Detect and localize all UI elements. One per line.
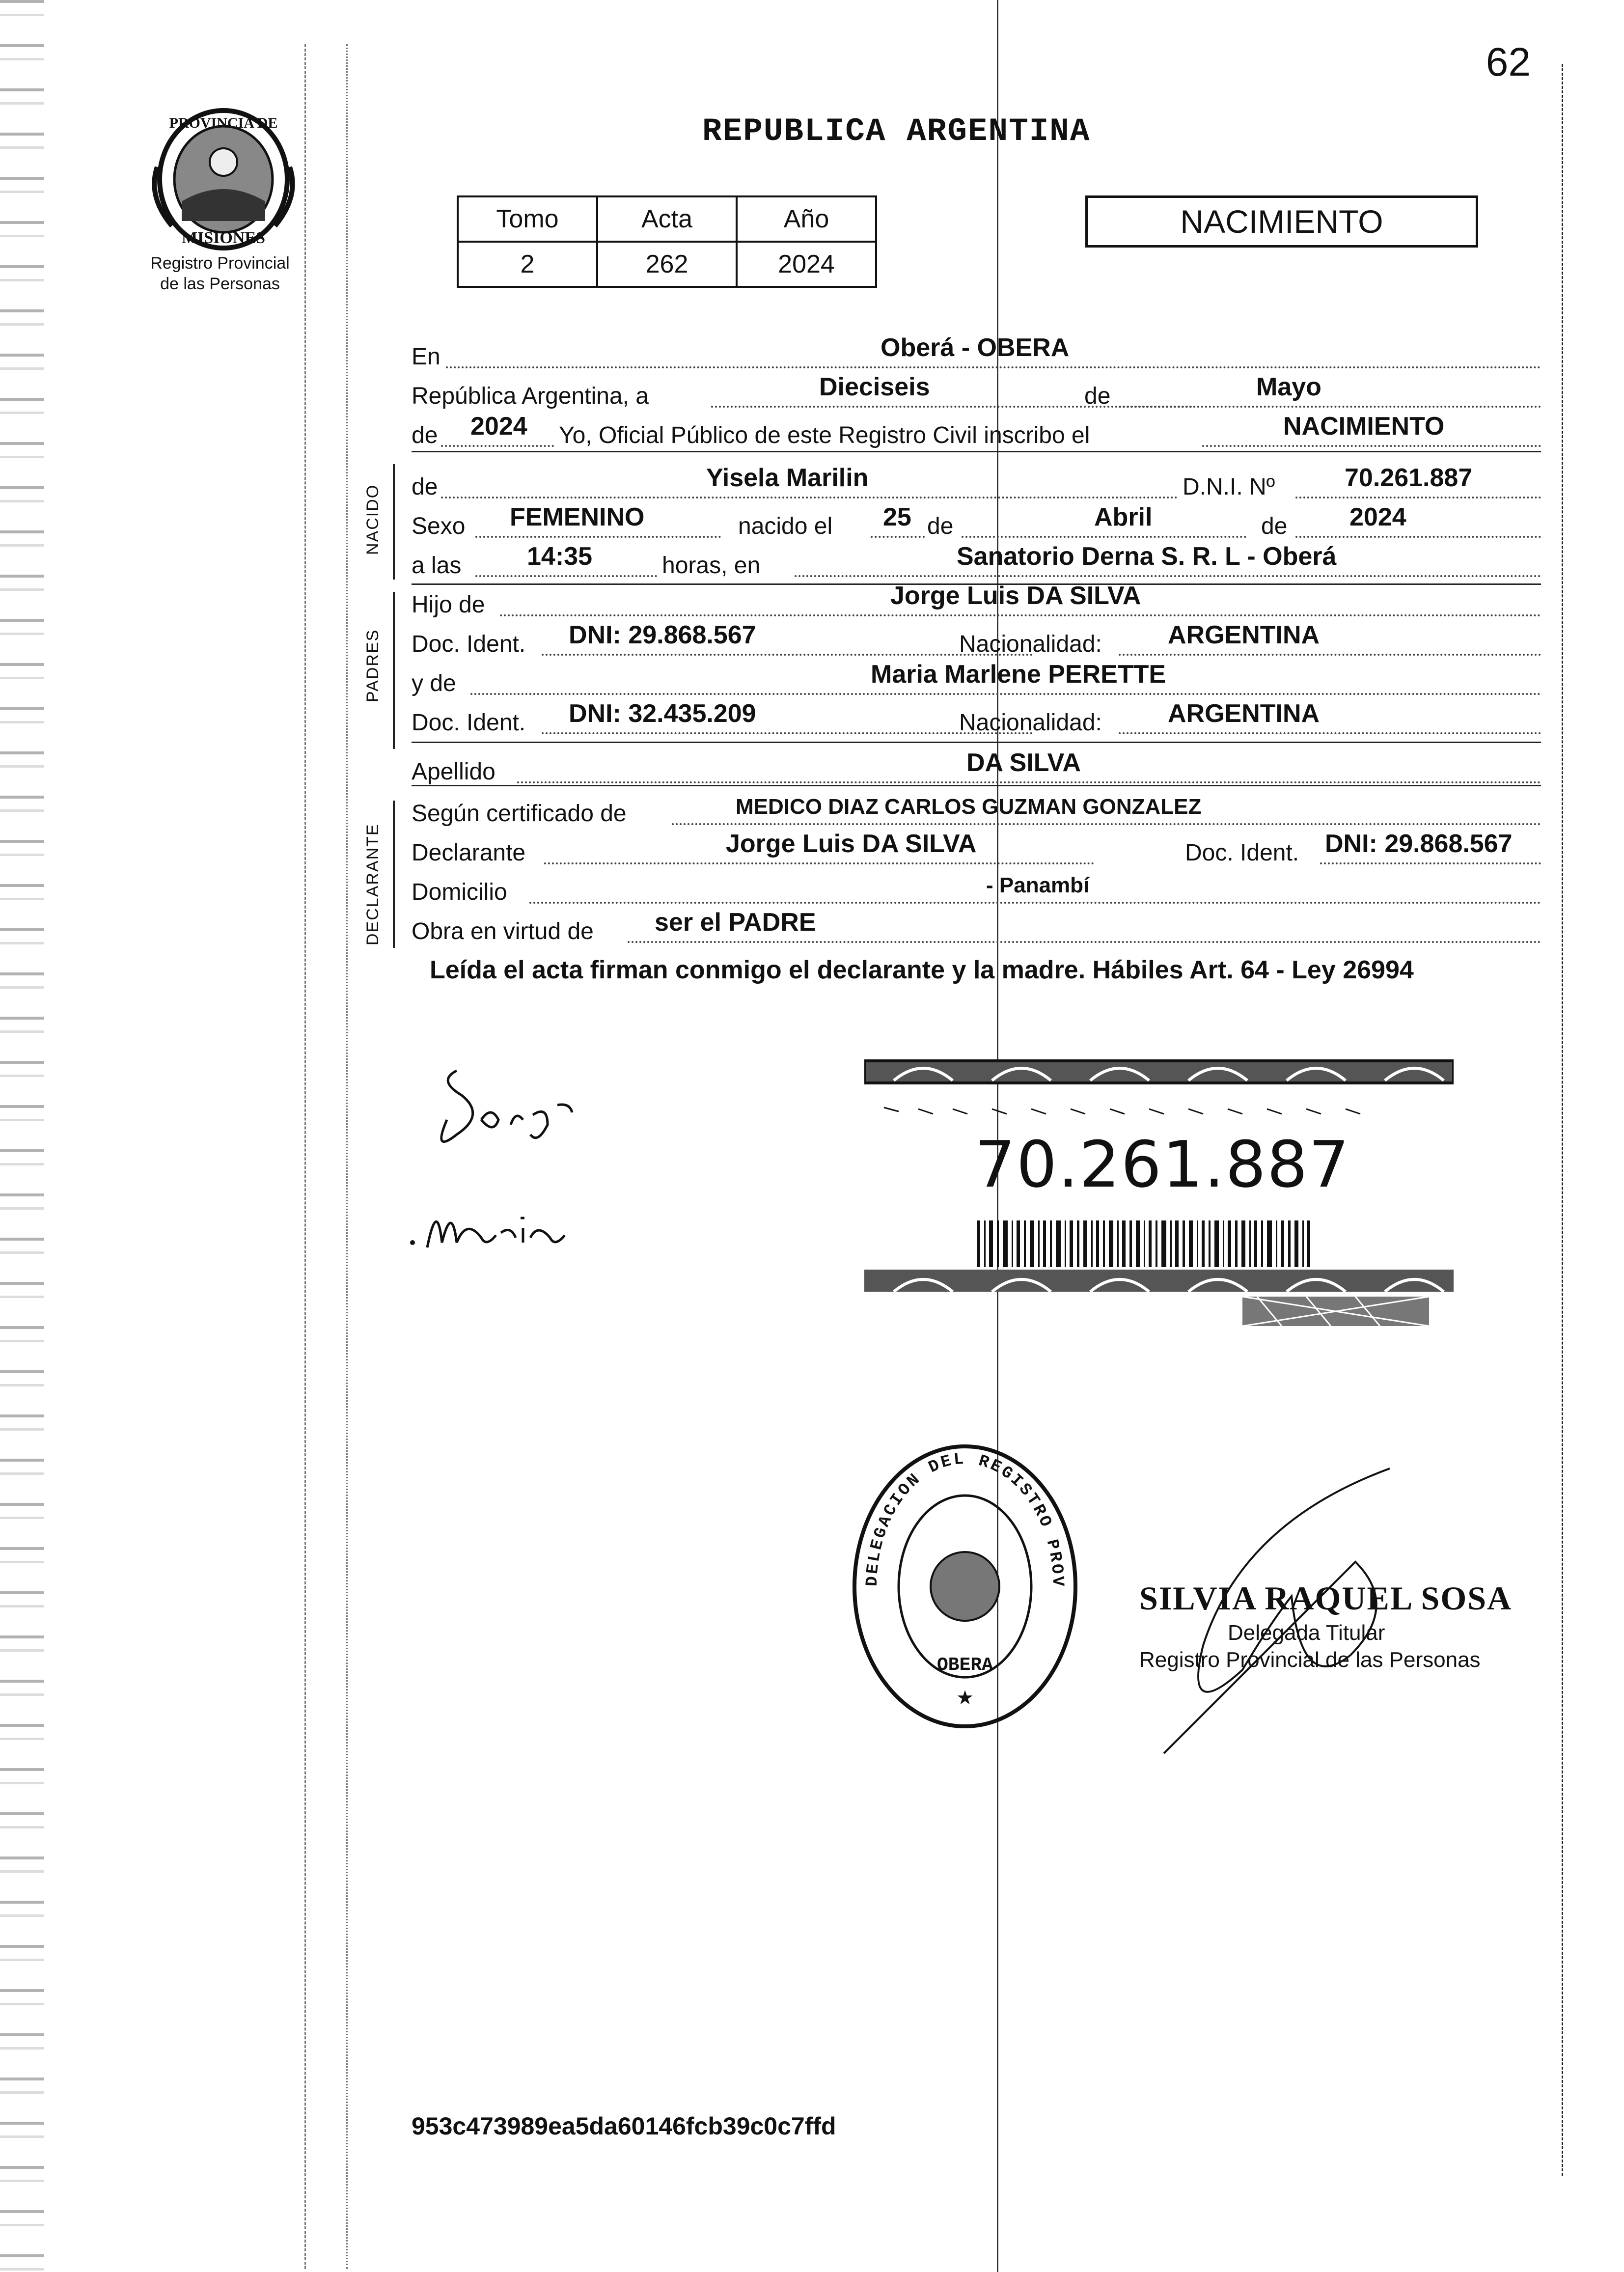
value-month: Mayo <box>1256 373 1321 401</box>
value-sex: FEMENINO <box>510 503 645 531</box>
value-birth-time: 14:35 <box>527 542 592 571</box>
value-mother-doc: DNI: 32.435.209 <box>569 699 756 728</box>
dotted-fill <box>529 902 1541 904</box>
label-de: de <box>927 513 954 539</box>
padres-line-mother <box>412 660 1541 700</box>
label-domicilio: Domicilio <box>412 879 507 905</box>
declarante-line-name <box>412 830 1541 869</box>
label-segun-certificado: Según certificado de <box>412 801 627 827</box>
document-title: REPUBLICA ARGENTINA <box>702 113 1091 150</box>
label-sexo: Sexo <box>412 513 466 539</box>
section-label-padres: PADRES <box>363 629 382 702</box>
logo-ring-bottom: MISIONES <box>181 229 266 247</box>
dotted-fill <box>628 941 1541 943</box>
intro-line-date <box>412 373 1541 413</box>
barcode-dni-number: 70.261.887 <box>975 1127 1350 1202</box>
value-birth-year: 2024 <box>1349 503 1406 531</box>
section-label-declarante: DECLARANTE <box>363 823 382 945</box>
logo-caption <box>132 253 308 294</box>
label-doc-ident: Doc. Ident. <box>1185 840 1299 866</box>
dotted-fill <box>672 823 1541 825</box>
value-birth-place: Sanatorio Derna S. R. L - Oberá <box>957 542 1337 571</box>
margin-line-right <box>1562 64 1563 2176</box>
value-year: 2024 <box>470 412 527 441</box>
value-mother-nationality: ARGENTINA <box>1168 699 1320 728</box>
intro-line-en <box>412 333 1541 373</box>
dotted-fill <box>441 497 1178 499</box>
label-oficial: Yo, Oficial Público de este Registro Civil inscribo el <box>559 422 1090 448</box>
label-hijo-de: Hijo de <box>412 592 485 618</box>
dotted-fill <box>1119 732 1541 734</box>
declarante-line-address <box>412 874 1541 909</box>
value-father-nationality: ARGENTINA <box>1168 621 1320 649</box>
dotted-fill <box>1119 406 1541 408</box>
section-label-nacido: NACIDO <box>363 484 382 555</box>
label-nacionalidad: Nacionalidad: <box>959 710 1102 736</box>
label-republica: República Argentina, a <box>412 383 649 409</box>
apellido-line <box>412 748 1541 788</box>
ref-header-tomo: Tomo <box>458 196 597 242</box>
value-place: Oberá - OBERA <box>881 333 1070 362</box>
dotted-fill <box>1295 497 1541 499</box>
padres-line-father-doc <box>412 621 1541 661</box>
dotted-fill <box>962 536 1246 538</box>
official-office: Registro Provincial de las Personas <box>1139 1648 1481 1672</box>
dotted-fill <box>871 536 925 538</box>
value-declarant-doc: DNI: 29.868.567 <box>1325 830 1513 858</box>
dotted-fill <box>446 366 1541 368</box>
scan-edge-artifact <box>0 0 44 2272</box>
declarante-line-cert <box>412 796 1541 830</box>
value-child-dni: 70.261.887 <box>1345 464 1473 492</box>
intro-line-year <box>412 412 1541 452</box>
value-reason: ser el PADRE <box>655 908 816 937</box>
nacido-line-name <box>412 464 1541 503</box>
dotted-fill <box>475 575 657 577</box>
dotted-fill <box>470 693 1541 695</box>
act-type-box: NACIMIENTO <box>1085 195 1478 248</box>
nacido-line-sex-date <box>412 503 1541 543</box>
dotted-fill <box>1295 536 1541 538</box>
nacido-line-time-place <box>412 542 1541 582</box>
svg-text:★: ★ <box>956 1687 974 1709</box>
value-birth-month: Abril <box>1094 503 1153 531</box>
label-en: En <box>412 344 440 370</box>
label-de: de <box>412 474 438 500</box>
value-father-doc: DNI: 29.868.567 <box>569 621 756 649</box>
seal-bottom-text: OBERA <box>936 1655 993 1676</box>
label-de: de <box>1261 513 1288 539</box>
declarante-line-reason <box>412 908 1541 948</box>
label-y-de: y de <box>412 670 456 696</box>
page-number: 62 <box>1486 40 1531 84</box>
label-de2: de <box>412 422 438 448</box>
dotted-fill <box>544 862 1094 864</box>
dotted-fill <box>475 536 721 538</box>
dotted-fill <box>795 575 1541 577</box>
label-doc-ident: Doc. Ident. <box>412 631 526 657</box>
label-a-las: a las <box>412 553 462 579</box>
label-de: de <box>1084 383 1111 409</box>
logo-ring-top: PROVINCIA DE <box>169 115 278 131</box>
section-separator <box>412 742 1541 743</box>
label-nacido-el: nacido el <box>738 513 833 539</box>
section-separator <box>412 785 1541 786</box>
ref-value-anio: 2024 <box>737 242 876 287</box>
dotted-fill <box>441 445 554 447</box>
label-obra-en-virtud: Obra en virtud de <box>412 918 594 944</box>
label-dni: D.N.I. Nº <box>1183 474 1275 500</box>
dotted-fill <box>500 614 1541 616</box>
padres-line-mother-doc <box>412 699 1541 739</box>
official-title: Delegada Titular <box>1228 1621 1385 1645</box>
dotted-fill <box>1202 445 1541 447</box>
value-address: - Panambí <box>986 873 1090 897</box>
official-name: SILVIA RAQUEL SOSA <box>1139 1579 1513 1617</box>
ref-value-acta: 262 <box>597 242 737 287</box>
value-child-name: Yisela Marilin <box>706 464 869 492</box>
dotted-fill <box>517 781 1541 783</box>
seal-ring-text: DELEGACION DEL REGISTRO PROV <box>863 1450 1067 1589</box>
ref-header-anio: Año <box>737 196 876 242</box>
value-day: Dieciseis <box>819 373 930 401</box>
ref-header-acta: Acta <box>597 196 737 242</box>
official-seal <box>847 1439 1083 1734</box>
dotted-fill <box>1320 862 1541 864</box>
value-birth-day: 25 <box>883 503 911 531</box>
section-bar-padres <box>393 592 395 749</box>
label-apellido: Apellido <box>412 759 495 785</box>
ref-value-tomo: 2 <box>458 242 597 287</box>
reading-statement: Leída el acta firman conmigo el declarante y la madre. Hábiles Art. 64 - Ley 26994 <box>430 956 1414 984</box>
dotted-fill <box>1119 654 1541 656</box>
value-mother-name: Maria Marlene PERETTE <box>871 660 1166 689</box>
value-father-name: Jorge Luis DA SILVA <box>890 582 1141 610</box>
value-inscribo: NACIMIENTO <box>1283 412 1445 441</box>
value-certificate: MEDICO DIAZ CARLOS GUZMAN GONZALEZ <box>736 795 1202 819</box>
logo-caption-line-1: Registro Provincial <box>150 254 290 273</box>
signature-jorge <box>427 1061 604 1169</box>
signature-maria <box>403 1189 609 1267</box>
label-nacionalidad: Nacionalidad: <box>959 631 1102 657</box>
margin-line <box>304 44 306 2269</box>
section-bar-nacido <box>393 464 395 580</box>
section-bar-declarante <box>393 801 395 948</box>
label-declarante: Declarante <box>412 840 526 866</box>
margin-line <box>346 44 348 2269</box>
value-apellido: DA SILVA <box>966 748 1081 777</box>
padres-line-father <box>412 582 1541 621</box>
label-doc-ident: Doc. Ident. <box>412 710 526 736</box>
document-hash: 953c473989ea5da60146fcb39c0c7ffd <box>412 2112 836 2140</box>
logo-caption-line-2: de las Personas <box>160 275 280 293</box>
section-separator <box>412 451 1541 452</box>
value-declarant-name: Jorge Luis DA SILVA <box>726 830 977 858</box>
label-horas-en: horas, en <box>662 553 761 579</box>
province-logo <box>142 98 304 255</box>
reference-table <box>457 195 877 288</box>
